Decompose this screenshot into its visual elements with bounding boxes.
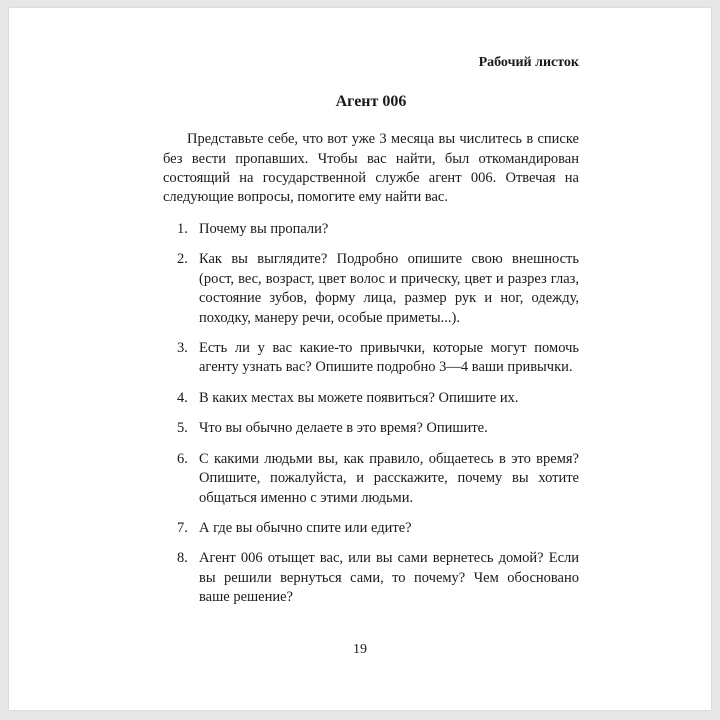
page-title: Агент 006 (335, 92, 407, 110)
question-text: А где вы обычно спите или едите? (199, 519, 412, 536)
list-item (163, 389, 579, 408)
question-number: 4. (177, 389, 188, 406)
question-number: 1. (177, 220, 188, 237)
question-text: В каких местах вы можете появиться? Опишите их. (199, 389, 519, 406)
question-text: Что вы обычно делаете в это время? Опишите. (199, 420, 488, 437)
page-content (163, 54, 579, 619)
page-number: 19 (353, 642, 367, 657)
question-text: Есть ли у вас какие-то привычки, которые могут помочь агенту узнать вас? Опишите подробно 3—4 ваши привычки. (199, 339, 579, 376)
intro-paragraph: Представьте себе, что вот уже 3 месяца вы числитесь в списке без вести пропавших. Чтобы вас найти, был откомандирован состоящий на государственной службе агент 006. Отвечая на следующие вопросы, помогите ему найти вас. (163, 131, 579, 206)
question-number: 8. (177, 550, 188, 567)
list-item (163, 519, 579, 538)
list-item (163, 419, 579, 438)
list-item (163, 250, 579, 328)
worksheet-header: Рабочий листок (478, 55, 579, 70)
question-number: 3. (177, 339, 188, 356)
question-number: 6. (177, 450, 188, 467)
question-number: 7. (177, 519, 188, 536)
question-number: 2. (177, 251, 188, 268)
question-text: Почему вы пропали? (199, 220, 329, 237)
list-item (163, 450, 579, 508)
question-text: Как вы выглядите? Подробно опишите свою внешность (рост, вес, возраст, цвет волос и прическу, цвет и разрез глаз, состояние зубов, форму лица, размер рук и ног, одежду, походку, манеру речи, особые приметы...). (199, 251, 579, 326)
question-list (163, 220, 579, 608)
list-item (163, 220, 579, 239)
list-item (163, 549, 579, 607)
question-text: С какими людьми вы, как правило, общаетесь в это время? Опишите, пожалуйста, и расскажите, почему вы хотите общаться именно с этими людьми. (199, 450, 579, 506)
question-text: Агент 006 отыщет вас, или вы сами вернетесь домой? Если вы решили вернуться сами, то почему? Чем обосновано ваше решение? (199, 550, 579, 606)
list-item (163, 339, 579, 378)
question-number: 5. (177, 420, 188, 437)
document-page (9, 8, 711, 710)
